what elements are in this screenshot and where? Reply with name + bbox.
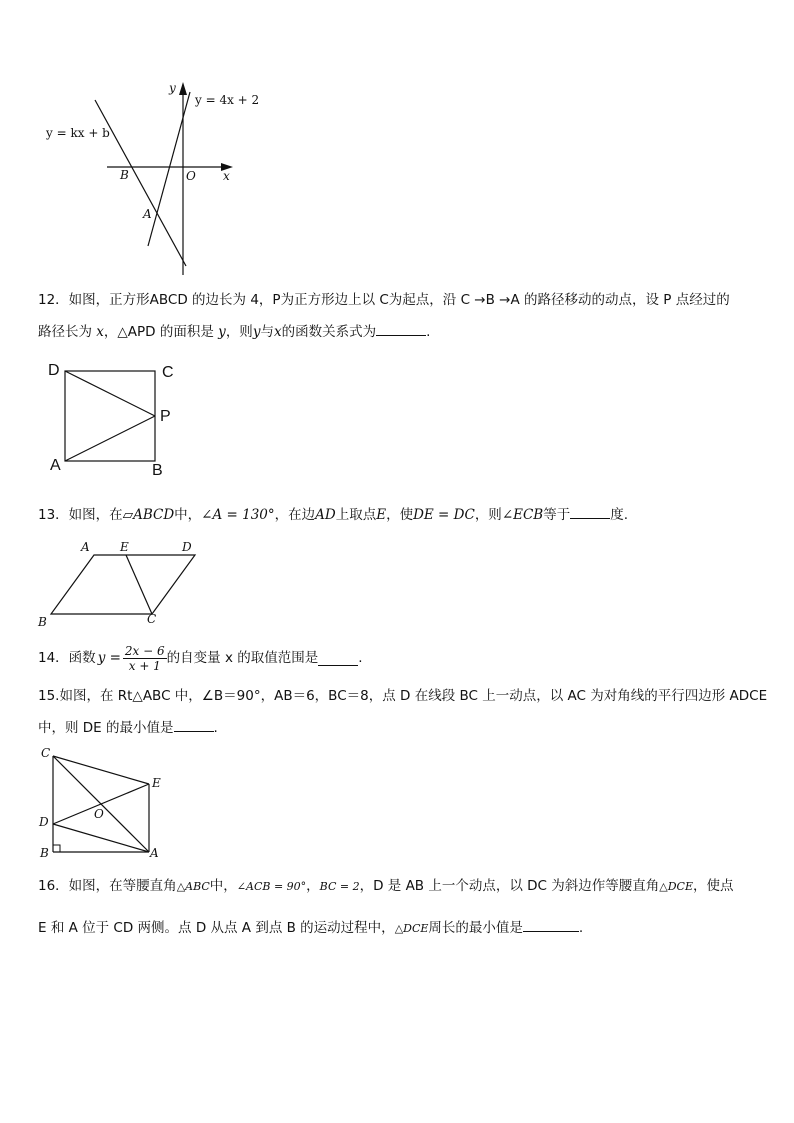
q13-label-b: B — [38, 615, 47, 629]
q15-label-e: E — [152, 776, 161, 790]
fig11-x-label: x — [223, 169, 230, 183]
fig11-point-b-label: B — [120, 168, 129, 182]
q13-parallelogram: ▱ABCD — [122, 507, 175, 523]
q13-text-e: ，使 — [386, 507, 414, 523]
q13-text-b: 中， — [174, 507, 202, 523]
q12-var-y: y — [218, 324, 226, 340]
q15-label-b: B — [40, 846, 49, 860]
q16-bc: BC = 2 — [319, 880, 360, 893]
q14-text-a: 14．函数 — [38, 650, 96, 666]
q14-y: y = — [97, 650, 121, 666]
q12-line1: 12．如图，正方形ABCD 的边长为 4，P为正方形边上以 C为起点，沿 C →B →A 的路径移动的动点，设 P 点经过的 — [38, 292, 730, 308]
q13-text-a: 13．如图，在 — [38, 507, 123, 523]
fig11-line2-label: y = kx + b — [46, 126, 110, 140]
q16-triangle-dce2: △DCE — [394, 922, 429, 935]
q12-label-p: P — [160, 408, 171, 425]
q13-label-e: E — [120, 540, 129, 554]
q13-label-c: C — [147, 612, 157, 626]
q12-label-b: B — [152, 462, 163, 479]
q12-var-x2: x — [273, 324, 282, 340]
q13-side-ad: AD — [315, 507, 336, 523]
q13-label-d: D — [182, 540, 192, 554]
q16-triangle-dce: △DCE — [659, 880, 693, 893]
q12-text-c: ，则 — [225, 324, 253, 340]
q12-end: . — [426, 324, 431, 340]
q15-text: 中，则 DE 的最小值是 — [38, 720, 174, 736]
q12-var-y2: y — [252, 324, 261, 340]
q16-angle-acb: ∠ACB = 90° — [236, 880, 307, 893]
fig11-point-a-label: A — [143, 207, 152, 221]
q15-label-a: A — [150, 846, 159, 860]
q12-label-d: D — [48, 362, 60, 379]
q13-text-g: 等于 — [543, 507, 571, 523]
q16-text-b: 中， — [209, 878, 237, 894]
q16-text-c: ， — [306, 878, 320, 894]
q12-text-e: 的函数关系式为 — [281, 324, 377, 340]
q13-point-e: E — [376, 507, 387, 523]
q16-answer-blank[interactable] — [523, 917, 579, 932]
q16-line2 — [38, 917, 583, 939]
q13-text-h: 度. — [610, 507, 629, 523]
q16-end: . — [578, 920, 584, 936]
q12-text-b: ，△APD 的面积是 — [103, 324, 214, 340]
q12-text-d: 与 — [260, 324, 274, 340]
q16-text-line2a: E 和 A 位于 CD 两侧。点 D 从点 A 到点 B 的运动过程中， — [38, 920, 395, 936]
q15-line1: 15.如图，在 Rt△ABC 中，∠B＝90°，AB＝6，BC＝8，点 D 在线段 BC 上一动点，以 AC 为对角线的平行四边形 ADCE — [38, 688, 768, 704]
q14-text-b: 的自变量 x 的取值范围是 — [166, 650, 319, 666]
q15-right-angle-marker — [53, 845, 60, 852]
q13-angle-a: ∠A = 130° — [201, 507, 275, 523]
q12-label-a: A — [50, 457, 61, 474]
q15-label-d: D — [39, 815, 49, 829]
q14-denominator: x + 1 — [128, 658, 161, 673]
q16-triangle-abc: △ABC — [176, 880, 210, 893]
q16-text-e: ，使点 — [693, 878, 734, 894]
q15-label-c: C — [41, 746, 51, 760]
q12-var-x: x — [96, 324, 104, 340]
fig11-y-label: y — [169, 81, 176, 95]
q13-text-f: ，则 — [474, 507, 502, 523]
q13-label-a: A — [81, 540, 90, 554]
q12-label-c: C — [162, 364, 174, 381]
q13-angle-ecb: ∠ECB — [501, 507, 544, 523]
q16-text-line2b: 周长的最小值是 — [428, 920, 523, 936]
q12-text-a: 路径长为 — [38, 324, 92, 340]
q16-text-d: ，D 是 AB 上一个动点，以 DC 为斜边作等腰直角 — [359, 878, 660, 894]
q14-numerator: 2x − 6 — [124, 643, 165, 658]
q13-text-c: ，在边 — [274, 507, 316, 523]
q16-line1 — [38, 876, 734, 897]
q15-label-o: O — [94, 807, 104, 821]
q14-end: . — [358, 650, 363, 666]
q13-equation: DE = DC — [413, 507, 475, 523]
q15-end: . — [213, 720, 218, 736]
q13-text-d: 上取点 — [335, 507, 377, 523]
fig11-line1-label: y = 4x + 2 — [195, 93, 260, 107]
fig11-origin-label: O — [186, 169, 196, 183]
q16-text-a: 16．如图，在等腰直角 — [38, 878, 177, 894]
